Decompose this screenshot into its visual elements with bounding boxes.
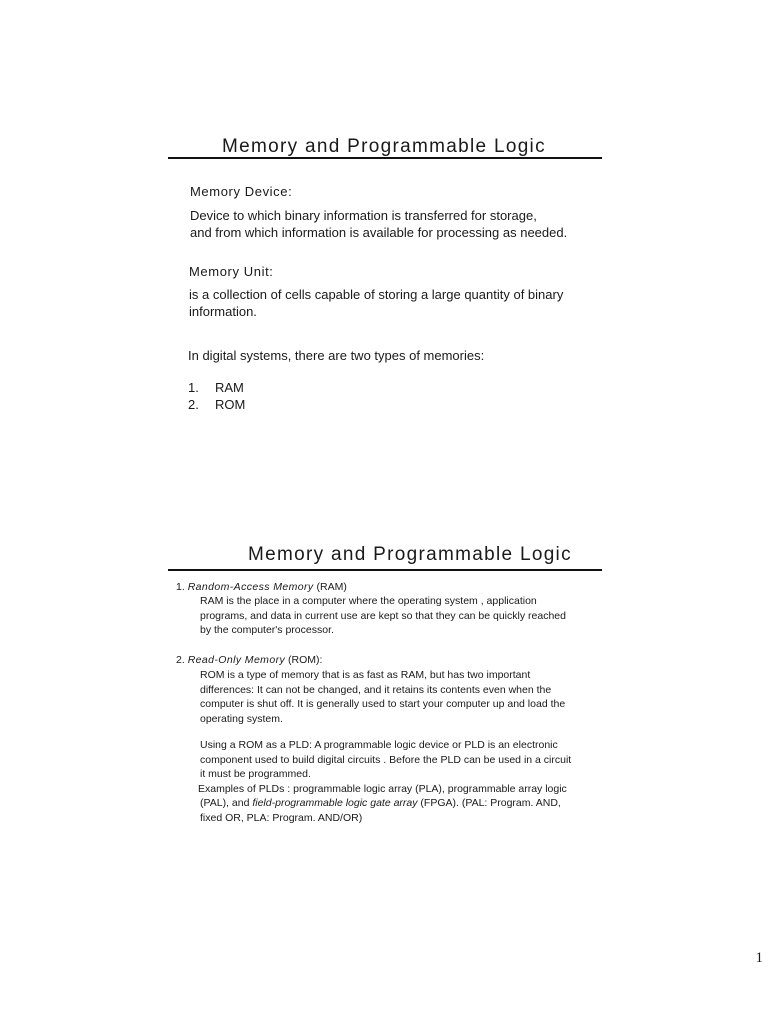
memory-types-intro: In digital systems, there are two types of memories: [188, 348, 485, 363]
memory-type-1-label: RAM [215, 380, 244, 395]
ram-term: Random-Access Memory [187, 581, 314, 593]
rom-description-line-2: differences: It can not be changed, and it retains its contents even when the [200, 683, 552, 696]
rom-description-line-1: ROM is a type of memory that is as fast as RAM, but has two important [200, 669, 531, 681]
pld-line-3: it must be programmed. [200, 768, 311, 780]
ram-abbr: (RAM) [316, 581, 347, 593]
slide-2-title-rule [168, 569, 602, 571]
pld-examples-line-1: Examples of PLDs : programmable logic array (PLA), programmable array logic [198, 782, 567, 795]
page-number: 1 [755, 950, 763, 966]
rom-description-line-4: operating system. [200, 712, 283, 725]
memory-unit-line-2: information. [189, 304, 257, 319]
slide-1-title-rule [168, 157, 602, 159]
ram-description-line-3: by the computer's processor. [200, 624, 334, 636]
memory-type-2-number: 2. [188, 397, 199, 412]
slide-2 [0, 510, 768, 940]
fpga-term: field-programmable logic gate array [252, 797, 418, 809]
memory-device-heading: Memory Device: [190, 184, 293, 199]
slide-2-title: Memory and Programmable Logic [248, 544, 572, 565]
rom-term: Read-Only Memory [187, 654, 286, 666]
slide-1 [0, 0, 768, 510]
pld-line-1: Using a ROM as a PLD: A programmable logic device or PLD is an electronic [200, 739, 558, 751]
pld-examples-pre: (PAL), and [200, 797, 253, 809]
rom-heading [176, 653, 322, 668]
ram-number: 1. [176, 581, 185, 593]
memory-type-2-label: ROM [215, 397, 246, 412]
ram-description-line-1: RAM is the place in a computer where the operating system , application [200, 595, 537, 607]
pld-examples-post: (FPGA). (PAL: Program. AND, [417, 797, 561, 809]
memory-unit-heading: Memory Unit: [189, 264, 274, 279]
memory-unit-line-1: is a collection of cells capable of storing a large quantity of binary [189, 287, 564, 302]
memory-device-line-2: and from which information is available for processing as needed. [190, 225, 568, 240]
pld-examples-line-3: fixed OR, PLA: Program. AND/OR) [200, 811, 363, 824]
ram-description-line-2: programs, and data in current use are kept so that they can be quickly reached [200, 609, 566, 622]
rom-abbr: (ROM): [288, 654, 323, 666]
ram-heading [176, 580, 347, 595]
pld-examples-line-2 [200, 796, 561, 811]
memory-type-1-number: 1. [188, 380, 199, 395]
rom-description-line-3: computer is shut off. It is generally used to start your computer up and load the [200, 698, 566, 710]
rom-number: 2. [176, 654, 185, 666]
slide-1-title: Memory and Programmable Logic [222, 136, 546, 157]
memory-device-line-1: Device to which binary information is transferred for storage, [190, 208, 537, 223]
pld-line-2: component used to build digital circuits . Before the PLD can be used in a circuit [200, 753, 572, 766]
